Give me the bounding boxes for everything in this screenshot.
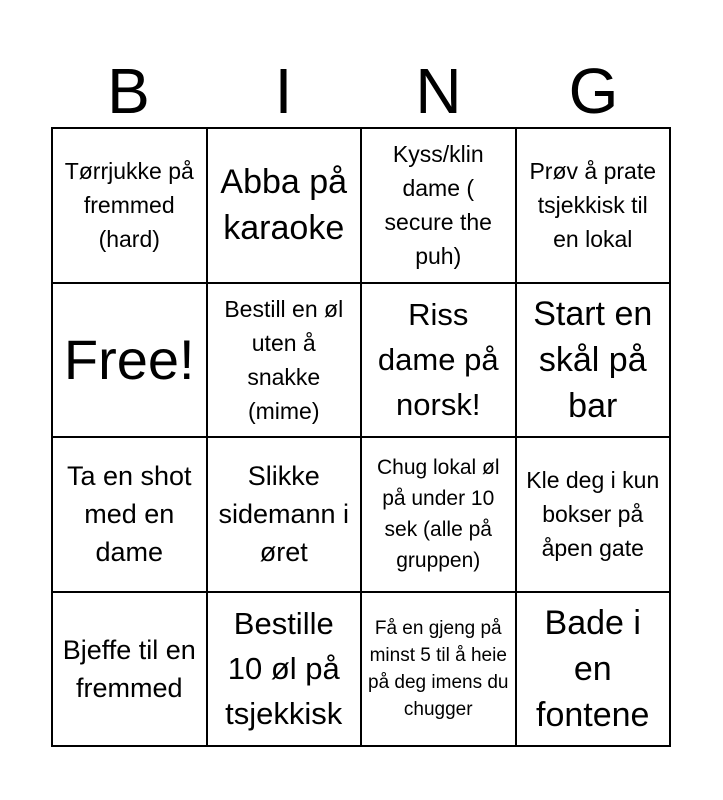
cell-text: Bestill en øl uten å snakke (mime) [224,295,344,424]
bingo-cell[interactable] [53,129,208,284]
cell-text: Bjeffe til en fremmed [62,634,196,703]
bingo-cell[interactable] [53,438,208,593]
free-space-label: Free! [63,327,195,391]
cell-text: Riss dame på norsk! [377,297,499,423]
bingo-cell[interactable] [517,284,672,439]
cell-text: Kle deg i kun bokser på åpen gate [526,467,660,562]
bingo-cell[interactable] [208,438,363,593]
bingo-header [51,56,671,126]
bingo-grid [51,127,671,747]
header-letter-b: B [107,55,150,127]
cell-text: Bade i en fontene [536,603,650,734]
header-letter-n: N [415,55,462,127]
bingo-cell[interactable] [362,593,517,748]
bingo-cell[interactable] [517,129,672,284]
cell-text: Start en skål på bar [533,294,653,425]
bingo-cell[interactable] [208,284,363,439]
bingo-cell-free[interactable] [53,284,208,439]
cell-text: Tørrjukke på fremmed (hard) [64,158,194,253]
header-letter-g: G [568,55,619,127]
bingo-cell[interactable] [53,593,208,748]
bingo-cell[interactable] [517,593,672,748]
header-letter-i: I [274,55,293,127]
bingo-cell[interactable] [362,284,517,439]
cell-text: Bestille 10 øl på tsjekkisk [225,606,343,732]
cell-text: Chug lokal øl på under 10 sek (alle på gruppen) [376,456,500,573]
bingo-cell[interactable] [208,593,363,748]
cell-text: Ta en shot med en dame [66,461,192,568]
cell-text: Slikke sidemann i øret [218,461,350,568]
bingo-cell[interactable] [517,438,672,593]
bingo-cell[interactable] [362,438,517,593]
cell-text: Få en gjeng på minst 5 til å heie på deg imens du chugger [368,617,509,720]
cell-text: Abba på karaoke [220,163,348,248]
cell-text: Kyss/klin dame ( secure the puh) [384,141,492,270]
bingo-cell[interactable] [208,129,363,284]
cell-text: Prøv å prate tsjekkisk til en lokal [529,158,657,253]
bingo-cell[interactable] [362,129,517,284]
